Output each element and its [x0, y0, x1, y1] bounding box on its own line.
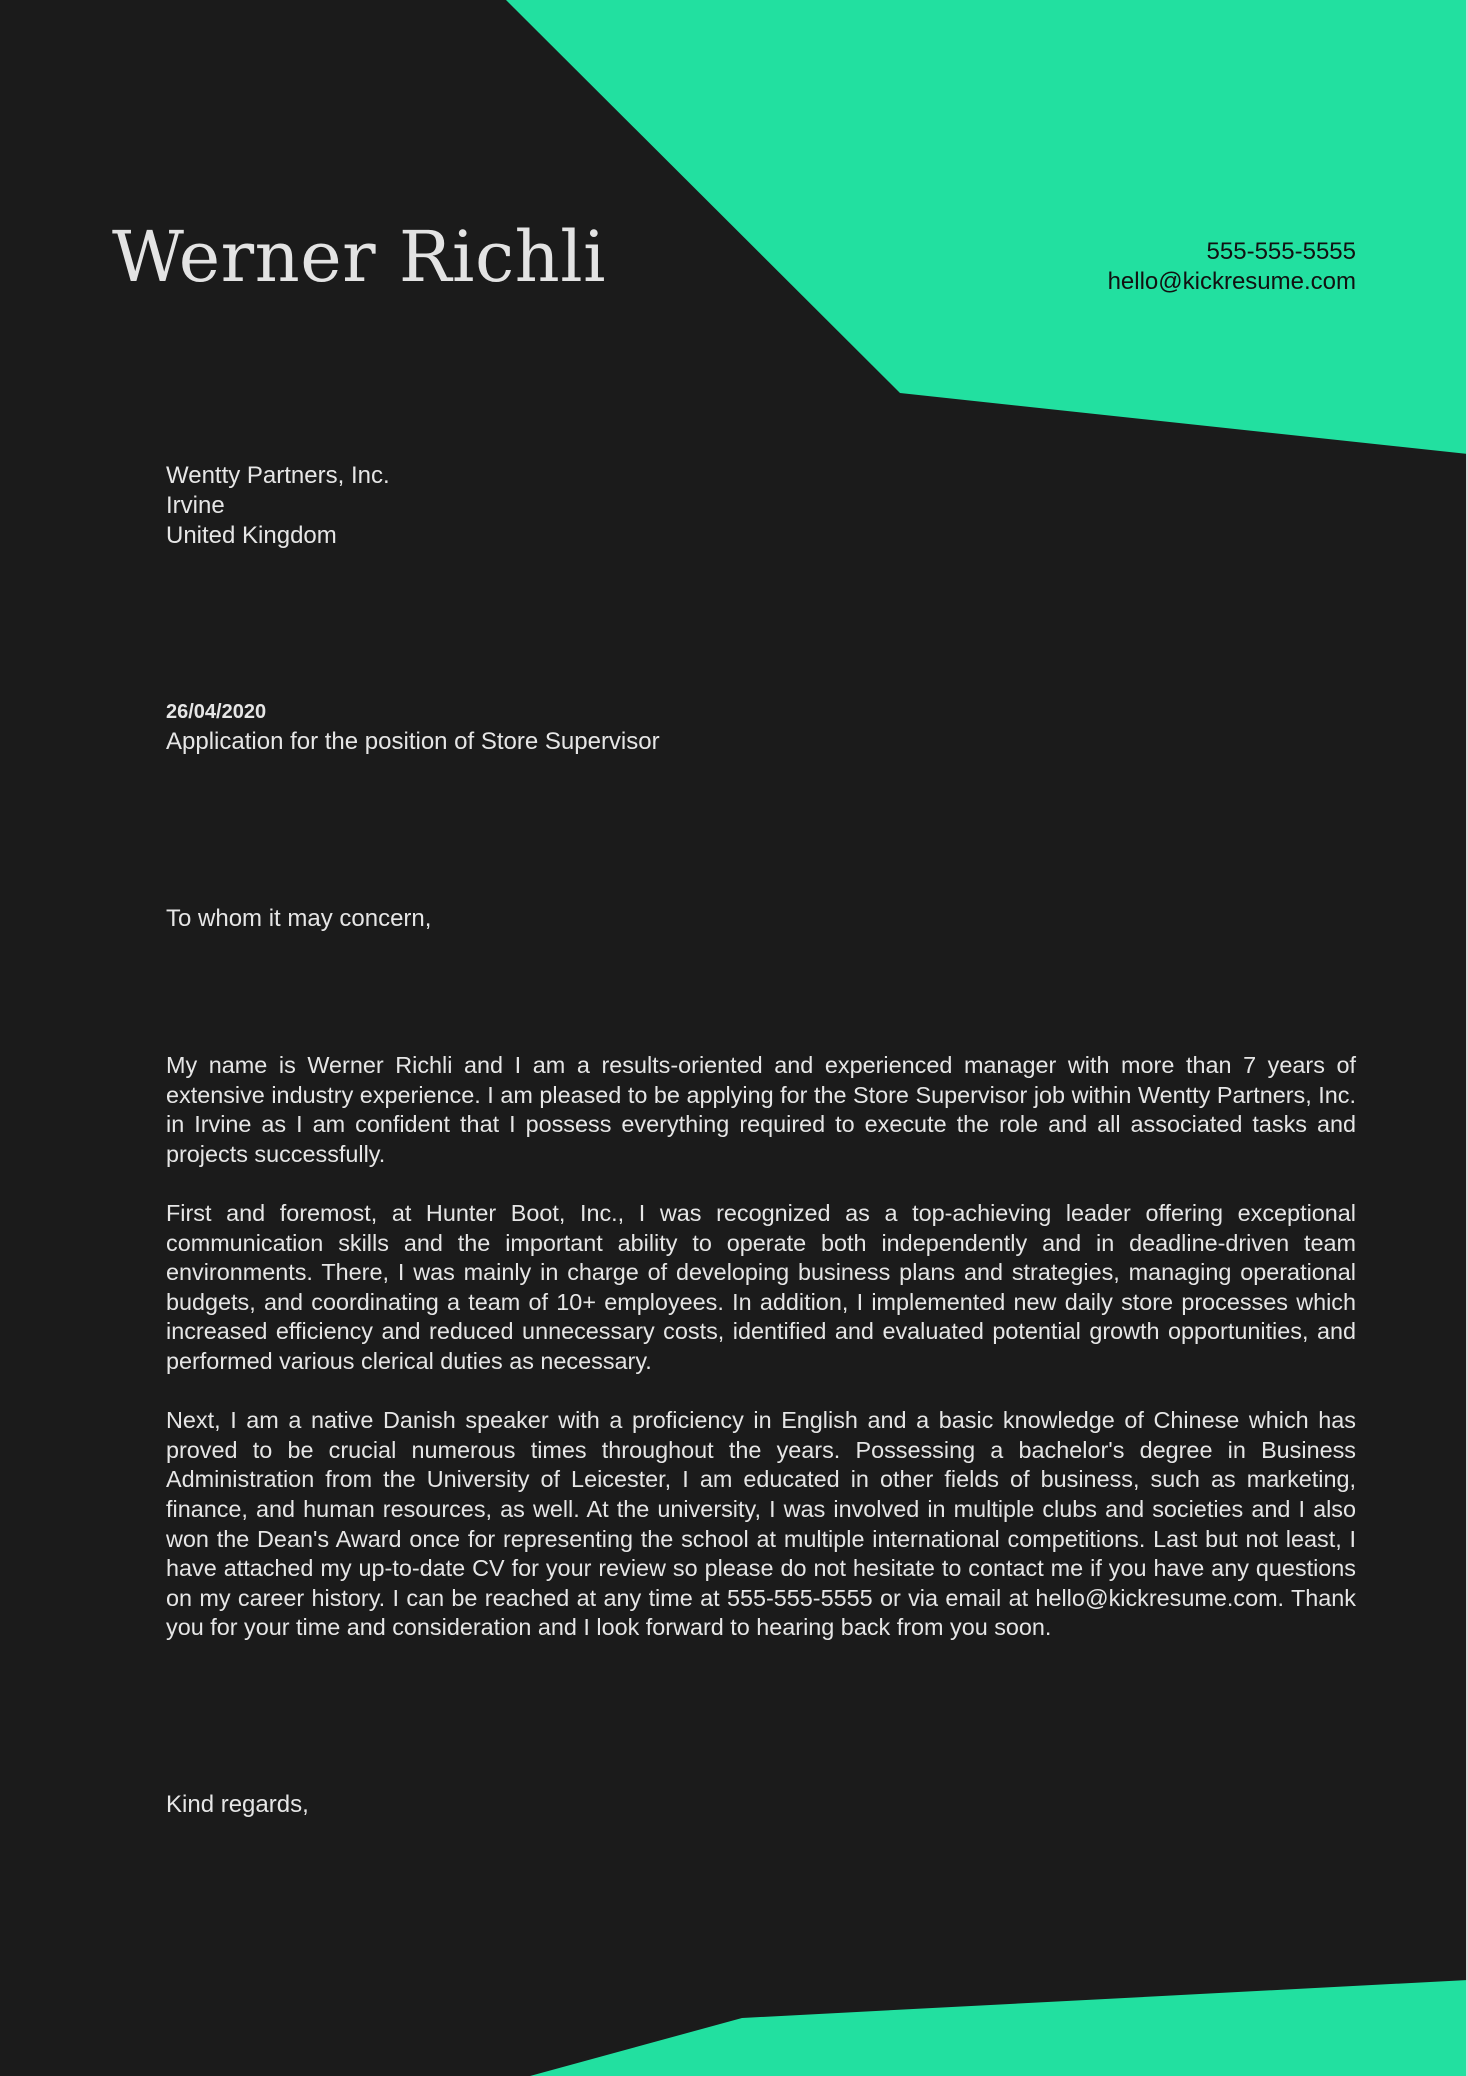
recipient-country: United Kingdom — [166, 522, 337, 549]
body-paragraph: First and foremost, at Hunter Boot, Inc., I was recognized as a top-achieving leader offering exceptional communication skills and the important ability to operate both independently and in deadline-driven team environments. There, I was mainly in charge of developing business plans and strategies, managing operational budgets, and coordinating a team of 10+ employees. In addition, I implemented new daily store processes which increased efficiency and reduced unnecessary costs, identified and evaluated potential growth opportunities, and performed various clerical duties as necessary. — [166, 1199, 1356, 1374]
letter-date: 26/04/2020 — [166, 701, 267, 723]
email-address: hello@kickresume.com — [1107, 268, 1356, 295]
letter-body — [166, 1051, 1356, 1672]
body-paragraph: My name is Werner Richli and I am a results-oriented and experienced manager with more than 7 years of extensive industry experience. I am pleased to be applying for the Store Supervisor job within Wentty Partners, Inc. in Irvine as I am confident that I possess everything required to execute the role and all associated tasks and projects successfully. — [166, 1052, 1356, 1167]
contact-info — [1108, 237, 1356, 297]
letter-greeting: To whom it may concern, — [166, 905, 432, 932]
applicant-name: Werner Richli — [112, 216, 607, 298]
recipient-company: Wentty Partners, Inc. — [166, 462, 390, 489]
recipient-city: Irvine — [166, 492, 225, 519]
bottom-accent-shape — [530, 1980, 1468, 2076]
letter-closing: Kind regards, — [166, 1791, 309, 1818]
top-right-accent-shape — [506, 0, 1468, 454]
letter-subject: Application for the position of Store Supervisor — [166, 728, 660, 755]
recipient-address — [166, 461, 1356, 551]
body-paragraph: Next, I am a native Danish speaker with a proficiency in English and a basic knowledge of Chinese which has proved to be crucial numerous times throughout the years. Possessing a bachelor's degree in Business Administration from the University of Leicester, I am educated in other fields of business, such as marketing, finance, and human resources, as well. At the university, I was involved in multiple clubs and societies and I also won the Dean's Award once for representing the school at multiple international competitions. Last but not least, I have attached my up-to-date CV for your review so please do not hesitate to contact me if you have any questions on my career history. I can be reached at any time at 555-555-5555 or via email at hello@kickresume.com. Thank you for your time and consideration and I look forward to hearing back from you soon. — [166, 1407, 1356, 1641]
phone-number: 555-555-5555 — [1206, 238, 1356, 265]
